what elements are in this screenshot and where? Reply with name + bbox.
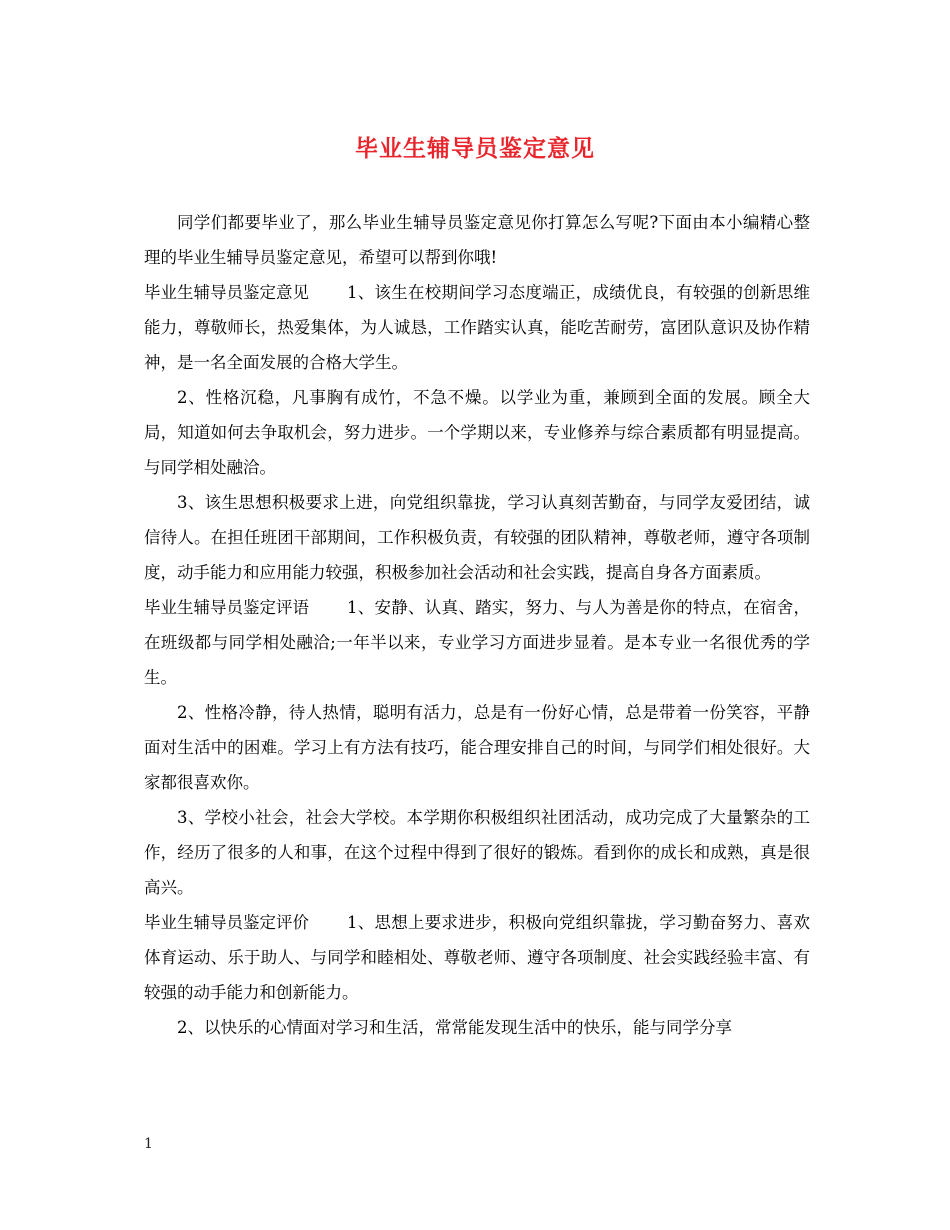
section-opinion-item-2: 2、性格沉稳，凡事胸有成竹，不急不燥。以学业为重，兼顾到全面的发展。顾全大局，知道如何去争取机会，努力进步。一个学期以来，专业修养与综合素质都有明显提高。与同学相处融洽。	[144, 388, 810, 477]
section-opinion-item-1: 1、该生在校期间学习态度端正，成绩优良，有较强的创新思维能力，尊敬师长，热爱集体，为人诚恳，工作踏实认真，能吃苦耐劳，富团队意识及协作精神，是一名全面发展的合格大学生。	[144, 283, 810, 372]
section-comment-item-1: 1、安静、认真、踏实，努力、与人为善是你的特点，在宿舍，在班级都与同学相处融洽;一年半以来，专业学习方面进步显着。是本专业一名很优秀的学生。	[144, 598, 810, 687]
section-evaluation-item-2: 2、以快乐的心情面对学习和生活，常常能发现生活中的快乐，能与同学分享	[177, 1018, 732, 1037]
intro-paragraph: 同学们都要毕业了，那么毕业生辅导员鉴定意见你打算怎么写呢?下面由本小编精心整理的毕业生辅导员鉴定意见，希望可以帮到你哦!	[144, 213, 810, 267]
document-title: 毕业生辅导员鉴定意见	[355, 135, 595, 162]
section-heading-opinion: 毕业生辅导员鉴定意见	[144, 283, 309, 302]
section-evaluation-first	[144, 905, 810, 1010]
document-body	[144, 205, 810, 1045]
section-opinion-item-3: 3、该生思想积极要求上进，向党组织靠拢，学习认真刻苦勤奋，与同学友爱团结，诚信待人。在担任班团干部期间，工作积极负责，有较强的团队精神，尊敬老师，遵守各项制度，动手能力和应用能力较强，积极参加社会活动和社会实践，提高自身各方面素质。	[144, 493, 810, 582]
section-heading-evaluation: 毕业生辅导员鉴定评价	[144, 913, 309, 932]
section-comment-first	[144, 590, 810, 695]
section-evaluation-item-1: 1、思想上要求进步，积极向党组织靠拢，学习勤奋努力、喜欢体育运动、乐于助人、与同学和睦相处、尊敬老师、遵守各项制度、社会实践经验丰富、有较强的动手能力和创新能力。	[144, 913, 810, 1002]
page-number: 1	[144, 1136, 153, 1152]
section-comment-item-3: 3、学校小社会，社会大学校。本学期你积极组织社团活动，成功完成了大量繁杂的工作，经历了很多的人和事，在这个过程中得到了很好的锻炼。看到你的成长和成熟，真是很高兴。	[144, 808, 810, 897]
section-comment-item-2: 2、性格冷静，待人热情，聪明有活力，总是有一份好心情，总是带着一份笑容，平静面对生活中的困难。学习上有方法有技巧，能合理安排自己的时间，与同学们相处很好。大家都很喜欢你。	[144, 703, 810, 792]
section-heading-comment: 毕业生辅导员鉴定评语	[144, 598, 309, 617]
section-opinion-first	[144, 275, 810, 380]
